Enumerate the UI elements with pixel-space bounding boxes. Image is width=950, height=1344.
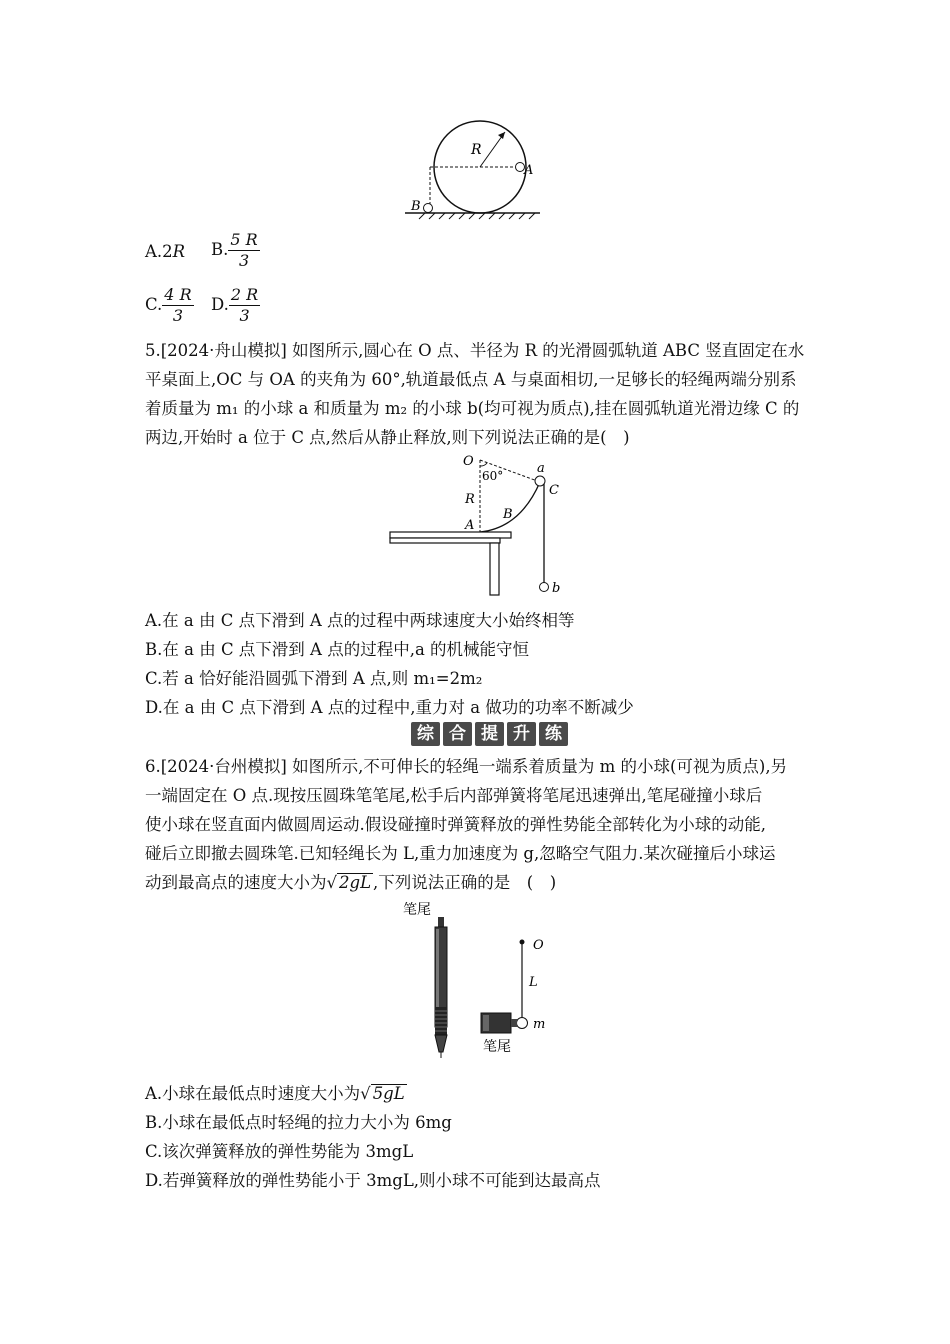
q6-stem: 6.[2024·台州模拟] 如图所示,不可伸长的轻绳一端系着质量为 m 的小球(可视为质点),另 一端固定在 O 点.现按压圆珠笔笔尾,松手后内部弹簧将笔尾迅速弹出,笔尾碰撞小球后 使小球在竖直面内做圆周运动.假设碰撞时弹簧释放的弹性势能全部转化为小球的动能, 碰后立即撤去圆珠笔.已知轻绳长为 L,重力加速度为 g,忽略空气阻力.某次碰撞后小球运 动到最高点的速度大小为√ 2gL ,下列说法正确的是 ( ) bbox=[145, 757, 788, 892]
q5-stem: 5.[2024·舟山模拟] 如图所示,圆心在 O 点、半径为 R 的光滑圆弧轨道 ABC 竖直固定在水 平桌面上,OC 与 OA 的夹角为 60°,轨道最低点 A 与桌面相切,一足够长的轻绳两端分别系 着质量为 m₁ 的小球 a 和质量为 m₂ 的小球 b(均可视为质点),挂在圆弧轨道光滑边缘 C 的 两边,开始时 a 位于 C 点,然后从静止释放,则下列说法正确的是( ) bbox=[145, 341, 805, 447]
label-m: m bbox=[533, 1017, 546, 1032]
q5-option-b[interactable]: B.在 a 由 C 点下滑到 A 点的过程中,a 的机械能守恒 bbox=[145, 640, 530, 659]
q6-option-a[interactable]: A.小球在最低点时速度大小为√ 5gL bbox=[145, 1084, 405, 1103]
label-b: b bbox=[552, 581, 561, 596]
q5-option-d[interactable]: D.在 a 由 C 点下滑到 A 点的过程中,重力对 a 做功的功率不断减少 bbox=[145, 698, 634, 717]
figure-pen-pendulum bbox=[395, 897, 565, 1062]
q6-option-d[interactable]: D.若弹簧释放的弹性势能小于 3mgL,则小球不可能到达最高点 bbox=[145, 1171, 601, 1190]
q4-option-a[interactable]: A.2R bbox=[145, 242, 186, 261]
figure-arc-track bbox=[385, 450, 575, 602]
label-pen-tail-bottom: 笔尾 bbox=[483, 1039, 511, 1055]
label-A: A bbox=[524, 163, 534, 178]
q6-option-c[interactable]: C.该次弹簧释放的弹性势能为 3mgL bbox=[145, 1142, 414, 1161]
q6-option-b[interactable]: B.小球在最低点时轻绳的拉力大小为 6mg bbox=[145, 1113, 452, 1132]
label-pen-tail-top: 笔尾 bbox=[403, 902, 431, 918]
q4-option-b[interactable]: B. $\frac{5 R}{3}$ bbox=[211, 230, 258, 270]
label-angle: 60° bbox=[482, 469, 504, 483]
q5-option-c[interactable]: C.若 a 恰好能沿圆弧下滑到 A 点,则 m₁=2m₂ bbox=[145, 669, 483, 688]
label-R: R bbox=[471, 142, 482, 158]
label-C: C bbox=[549, 483, 559, 498]
q4-option-c[interactable]: C. $\frac{4 R}{3}$ bbox=[145, 285, 192, 325]
figure-circle-track bbox=[405, 118, 545, 223]
label-B: B bbox=[411, 199, 421, 214]
q4-option-d[interactable]: D. $\frac{2 R}{3}$ bbox=[211, 285, 259, 325]
q5-option-a[interactable]: A.在 a 由 C 点下滑到 A 点的过程中两球速度大小始终相等 bbox=[145, 611, 575, 630]
label-a: a bbox=[537, 461, 545, 476]
q5-options bbox=[145, 606, 815, 722]
label-O: O bbox=[533, 938, 544, 953]
label-A: A bbox=[465, 518, 475, 533]
label-R: R bbox=[465, 492, 475, 507]
label-L: L bbox=[529, 975, 538, 990]
label-B: B bbox=[503, 507, 513, 522]
q6-options bbox=[145, 1079, 815, 1195]
section-banner: 综 合 提 升 练 bbox=[411, 722, 568, 746]
label-O: O bbox=[463, 454, 474, 469]
